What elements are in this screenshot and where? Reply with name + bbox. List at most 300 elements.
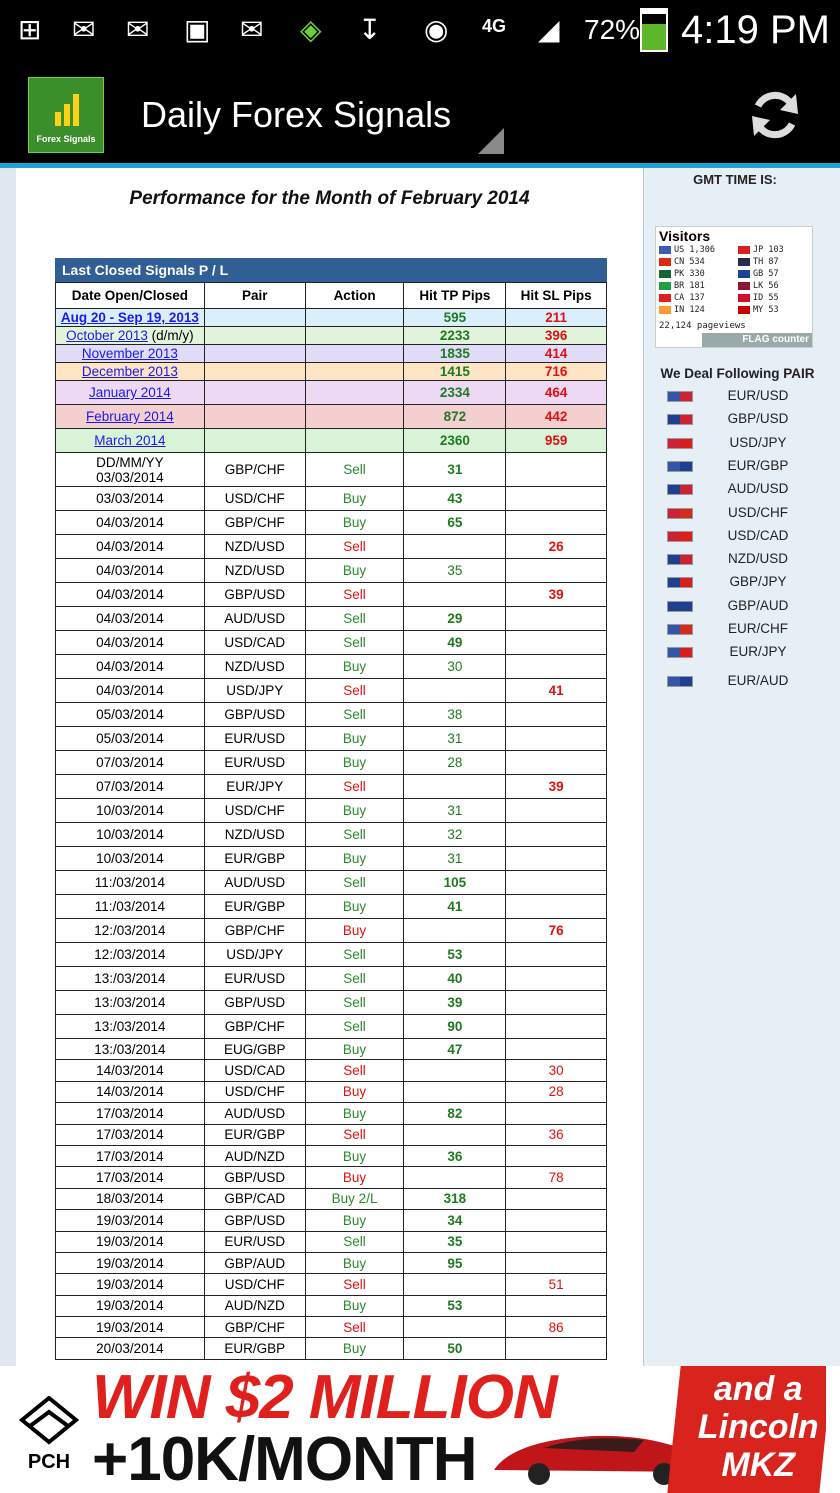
pair-cell: USD/CHF bbox=[204, 1274, 305, 1295]
action-cell: Sell bbox=[305, 943, 404, 967]
tp-cell bbox=[404, 535, 506, 559]
table-row bbox=[56, 703, 607, 727]
eye-icon: ◉ bbox=[424, 14, 449, 45]
sl-cell bbox=[506, 895, 607, 919]
pair-cell: EUR/USD bbox=[204, 1231, 305, 1252]
monthly-summary-row bbox=[56, 327, 607, 345]
sl-cell bbox=[506, 453, 607, 487]
country-count: 55 bbox=[768, 293, 779, 303]
date-cell: 10/03/2014 bbox=[56, 847, 205, 871]
currency-flags-icon bbox=[667, 601, 693, 612]
email-at-icon: ✉ bbox=[240, 14, 264, 45]
pair-cell: GBP/USD bbox=[204, 703, 305, 727]
action-cell: Buy bbox=[305, 655, 404, 679]
action-cell: Sell bbox=[305, 1274, 404, 1295]
action-cell bbox=[305, 309, 404, 327]
date-cell: 04/03/2014 bbox=[56, 535, 205, 559]
flag-counter-badge[interactable]: FLAG counter bbox=[702, 333, 812, 347]
col-header-pair: Pair bbox=[204, 283, 305, 309]
date-format-hint: DD/MM/YY bbox=[96, 454, 164, 470]
tp-cell: 35 bbox=[404, 559, 506, 583]
date-cell: 19/03/2014 bbox=[56, 1295, 205, 1316]
currency-flags-icon bbox=[667, 461, 693, 472]
date-cell: 17/03/2014 bbox=[56, 1124, 205, 1145]
action-cell: Buy bbox=[305, 799, 404, 823]
table-row bbox=[56, 679, 607, 703]
date-cell: 03/03/2014 bbox=[56, 487, 205, 511]
visitor-country-row bbox=[659, 245, 715, 255]
action-cell bbox=[305, 363, 404, 381]
tp-cell: 29 bbox=[404, 607, 506, 631]
sl-cell bbox=[506, 607, 607, 631]
country-count: 53 bbox=[768, 305, 779, 315]
tp-cell: 50 bbox=[404, 1338, 506, 1359]
pair-cell: USD/JPY bbox=[204, 679, 305, 703]
action-cell: Sell bbox=[305, 967, 404, 991]
overflow-menu-indicator[interactable] bbox=[478, 128, 504, 154]
tp-cell: 2360 bbox=[404, 429, 506, 453]
date-cell: 13:/03/2014 bbox=[56, 1039, 205, 1060]
action-cell: Buy bbox=[305, 1252, 404, 1273]
action-cell: Buy bbox=[305, 1295, 404, 1316]
action-cell: Sell bbox=[305, 1231, 404, 1252]
sidebar bbox=[645, 168, 840, 1366]
shield-icon: ◈ bbox=[300, 14, 322, 45]
currency-flags-icon bbox=[667, 624, 693, 635]
sl-cell: 76 bbox=[506, 919, 607, 943]
visitor-country-row bbox=[659, 269, 705, 279]
month-link[interactable]: December 2013 bbox=[81, 364, 178, 379]
tp-cell: 38 bbox=[404, 703, 506, 727]
country-count: 56 bbox=[768, 281, 779, 291]
sl-cell bbox=[506, 655, 607, 679]
pair-cell: EUR/USD bbox=[204, 751, 305, 775]
app-logo-label: Forex Signals bbox=[36, 134, 96, 144]
pair-cell: USD/CHF bbox=[204, 799, 305, 823]
col-header-tp: Hit TP Pips bbox=[404, 283, 506, 309]
action-cell bbox=[305, 405, 404, 429]
action-cell bbox=[305, 345, 404, 363]
currency-flags-icon bbox=[667, 554, 693, 565]
visitors-widget[interactable] bbox=[655, 226, 813, 348]
table-row bbox=[56, 1103, 607, 1124]
visitor-country-row bbox=[738, 293, 779, 303]
tp-cell bbox=[404, 775, 506, 799]
battery-icon bbox=[640, 8, 668, 52]
action-cell: Sell bbox=[305, 679, 404, 703]
pair-cell: GBP/CHF bbox=[204, 919, 305, 943]
pair-cell: GBP/CHF bbox=[204, 1317, 305, 1338]
tp-cell: 30 bbox=[404, 655, 506, 679]
pair-cell bbox=[204, 363, 305, 381]
action-cell: Buy bbox=[305, 1103, 404, 1124]
sl-cell: 30 bbox=[506, 1060, 607, 1081]
table-row bbox=[56, 799, 607, 823]
left-margin bbox=[0, 168, 16, 1366]
country-flag-icon bbox=[659, 294, 671, 302]
date-cell: 07/03/2014 bbox=[56, 751, 205, 775]
table-row bbox=[56, 847, 607, 871]
date-cell: 10/03/2014 bbox=[56, 823, 205, 847]
pair-name: AUD/USD bbox=[727, 481, 789, 497]
country-code: US bbox=[674, 245, 685, 255]
monthly-summary-row bbox=[56, 309, 607, 327]
date-cell: 05/03/2014 bbox=[56, 727, 205, 751]
mail-muted-icon: ✉ bbox=[126, 14, 150, 45]
col-header-sl: Hit SL Pips bbox=[506, 283, 607, 309]
action-cell: Buy bbox=[305, 559, 404, 583]
action-cell: Buy bbox=[305, 511, 404, 535]
app-logo[interactable] bbox=[28, 77, 104, 153]
table-row bbox=[56, 1231, 607, 1252]
action-cell: Sell bbox=[305, 703, 404, 727]
table-row bbox=[56, 511, 607, 535]
monthly-summary-row bbox=[56, 363, 607, 381]
date-cell: 11:/03/2014 bbox=[56, 895, 205, 919]
date-cell: 18/03/2014 bbox=[56, 1188, 205, 1209]
country-code: MY bbox=[753, 305, 764, 315]
tp-cell: 32 bbox=[404, 823, 506, 847]
month-link[interactable]: Aug 20 - Sep 19, 2013 bbox=[60, 310, 199, 325]
col-header-date: Date Open/Closed bbox=[56, 283, 205, 309]
sl-cell bbox=[506, 1252, 607, 1273]
country-code: JP bbox=[753, 245, 764, 255]
image-icon: ▣ bbox=[184, 14, 211, 45]
page-title: Performance for the Month of February 2014 bbox=[129, 188, 530, 209]
sl-cell bbox=[506, 847, 607, 871]
pair-cell bbox=[204, 345, 305, 363]
pair-cell: AUD/USD bbox=[204, 1103, 305, 1124]
tp-cell: 90 bbox=[404, 1015, 506, 1039]
country-code: PK bbox=[674, 269, 685, 279]
sl-cell bbox=[506, 823, 607, 847]
action-cell: Sell bbox=[305, 607, 404, 631]
monthly-summary-row bbox=[56, 429, 607, 453]
pair-cell bbox=[204, 429, 305, 453]
action-cell: Buy bbox=[305, 1210, 404, 1231]
tp-cell: 41 bbox=[404, 895, 506, 919]
table-row bbox=[56, 1145, 607, 1166]
pch-logo bbox=[18, 1396, 80, 1480]
table-row bbox=[56, 1081, 607, 1102]
sl-cell: 211 bbox=[506, 309, 607, 327]
month-link-cell[interactable] bbox=[56, 381, 205, 405]
date-cell: 11:/03/2014 bbox=[56, 871, 205, 895]
pair-name: EUR/JPY bbox=[729, 644, 787, 660]
table-row bbox=[56, 453, 607, 487]
clock: 4:19 PM bbox=[681, 8, 830, 52]
table-row bbox=[56, 631, 607, 655]
sl-cell: 51 bbox=[506, 1274, 607, 1295]
table-row bbox=[56, 751, 607, 775]
table-row bbox=[56, 487, 607, 511]
month-link[interactable]: February 2014 bbox=[85, 409, 174, 424]
pair-cell: GBP/USD bbox=[204, 583, 305, 607]
date-cell: 19/03/2014 bbox=[56, 1252, 205, 1273]
country-flag-icon bbox=[659, 282, 671, 290]
action-cell: Sell bbox=[305, 1015, 404, 1039]
pair-cell: USD/CHF bbox=[204, 1081, 305, 1102]
country-flag-icon bbox=[659, 246, 671, 254]
date-cell: 07/03/2014 bbox=[56, 775, 205, 799]
mail-icon: ✉ bbox=[72, 14, 96, 45]
pair-name: GBP/JPY bbox=[729, 574, 787, 590]
sl-cell bbox=[506, 1015, 607, 1039]
pair-name: USD/JPY bbox=[729, 434, 787, 450]
currency-flags-icon bbox=[667, 391, 693, 402]
date-value: 03/03/2014 bbox=[96, 469, 164, 485]
sl-cell: 464 bbox=[506, 381, 607, 405]
table-row bbox=[56, 1317, 607, 1338]
sl-cell: 36 bbox=[506, 1124, 607, 1145]
month-link-cell[interactable] bbox=[56, 345, 205, 363]
country-code: LK bbox=[753, 281, 764, 291]
ad-banner[interactable] bbox=[0, 1366, 840, 1493]
currency-flags-icon bbox=[667, 531, 693, 542]
currency-flags-icon bbox=[667, 676, 693, 687]
date-cell: 04/03/2014 bbox=[56, 511, 205, 535]
ad-prize-panel bbox=[667, 1366, 826, 1493]
sl-cell: 78 bbox=[506, 1167, 607, 1188]
table-row bbox=[56, 967, 607, 991]
pair-cell: GBP/AUD bbox=[204, 1252, 305, 1273]
date-cell: 20/03/2014 bbox=[56, 1338, 205, 1359]
tp-cell: 65 bbox=[404, 511, 506, 535]
date-cell: 19/03/2014 bbox=[56, 1231, 205, 1252]
action-cell: Sell bbox=[305, 1317, 404, 1338]
country-code: BR bbox=[674, 281, 685, 291]
visitor-country-row bbox=[738, 281, 779, 291]
pair-cell bbox=[204, 381, 305, 405]
tp-cell: 31 bbox=[404, 799, 506, 823]
country-count: 124 bbox=[689, 305, 705, 315]
date-cell: 19/03/2014 bbox=[56, 1274, 205, 1295]
pair-cell: USD/JPY bbox=[204, 943, 305, 967]
table-row bbox=[56, 1015, 607, 1039]
table-row bbox=[56, 559, 607, 583]
sl-cell bbox=[506, 991, 607, 1015]
visitor-country-row bbox=[738, 245, 784, 255]
sl-cell: 414 bbox=[506, 345, 607, 363]
signals-table bbox=[55, 282, 607, 1360]
pair-name: EUR/AUD bbox=[727, 673, 789, 688]
sl-cell: 39 bbox=[506, 583, 607, 607]
tp-cell bbox=[404, 583, 506, 607]
month-link-cell[interactable] bbox=[56, 405, 205, 429]
pair-cell: AUD/NZD bbox=[204, 1145, 305, 1166]
pair-cell: USD/CAD bbox=[204, 631, 305, 655]
tp-cell: 53 bbox=[404, 943, 506, 967]
table-caption: Last Closed Signals P / L bbox=[55, 258, 607, 282]
country-count: 57 bbox=[768, 269, 779, 279]
date-cell: 12:/03/2014 bbox=[56, 943, 205, 967]
sl-cell bbox=[506, 727, 607, 751]
tp-cell: 105 bbox=[404, 871, 506, 895]
action-bar bbox=[0, 60, 840, 168]
month-link-cell[interactable] bbox=[56, 363, 205, 381]
date-cell: 12:/03/2014 bbox=[56, 919, 205, 943]
date-cell bbox=[56, 453, 205, 487]
country-count: 181 bbox=[689, 281, 705, 291]
table-row bbox=[56, 1295, 607, 1316]
sl-cell bbox=[506, 1145, 607, 1166]
pair-cell: AUD/NZD bbox=[204, 1295, 305, 1316]
pair-cell: GBP/CAD bbox=[204, 1188, 305, 1209]
table-row bbox=[56, 583, 607, 607]
pageviews-count: 22,124 pageviews bbox=[659, 321, 746, 331]
pair-name: NZD/USD bbox=[728, 551, 788, 567]
sl-cell bbox=[506, 559, 607, 583]
network-type-label: 4G bbox=[482, 16, 507, 36]
action-cell: Buy bbox=[305, 1081, 404, 1102]
web-content bbox=[0, 168, 840, 1366]
sl-cell: 28 bbox=[506, 1081, 607, 1102]
pair-cell: AUD/USD bbox=[204, 607, 305, 631]
sl-cell bbox=[506, 1039, 607, 1060]
action-cell: Buy bbox=[305, 487, 404, 511]
pair-cell: EUR/USD bbox=[204, 727, 305, 751]
table-row bbox=[56, 655, 607, 679]
table-row bbox=[56, 943, 607, 967]
plus-notification-icon: ⊞ bbox=[18, 14, 42, 45]
sl-cell: 959 bbox=[506, 429, 607, 453]
table-row bbox=[56, 991, 607, 1015]
sl-cell bbox=[506, 1295, 607, 1316]
country-flag-icon bbox=[659, 258, 671, 266]
sl-cell bbox=[506, 799, 607, 823]
pair-cell: NZD/USD bbox=[204, 535, 305, 559]
month-link[interactable]: November 2013 bbox=[81, 346, 178, 361]
pair-cell: EUR/GBP bbox=[204, 1124, 305, 1145]
table-row bbox=[56, 1338, 607, 1359]
table-row bbox=[56, 775, 607, 799]
download-icon: ↧ bbox=[358, 14, 382, 45]
tp-cell: 595 bbox=[404, 309, 506, 327]
status-bar bbox=[0, 0, 840, 60]
tp-cell bbox=[404, 1081, 506, 1102]
visitor-country-row bbox=[659, 305, 705, 315]
tp-cell: 31 bbox=[404, 727, 506, 751]
country-flag-icon bbox=[659, 306, 671, 314]
country-count: 87 bbox=[768, 257, 779, 267]
sl-cell bbox=[506, 1103, 607, 1124]
refresh-icon[interactable] bbox=[746, 86, 804, 144]
action-cell: Buy bbox=[305, 727, 404, 751]
date-cell: 04/03/2014 bbox=[56, 607, 205, 631]
tp-cell: 31 bbox=[404, 453, 506, 487]
pair-cell: GBP/USD bbox=[204, 1167, 305, 1188]
tp-cell: 35 bbox=[404, 1231, 506, 1252]
pair-cell: GBP/CHF bbox=[204, 453, 305, 487]
date-cell: 04/03/2014 bbox=[56, 583, 205, 607]
action-cell bbox=[305, 327, 404, 345]
tp-cell: 95 bbox=[404, 1252, 506, 1273]
pair-cell: GBP/CHF bbox=[204, 511, 305, 535]
table-row bbox=[56, 727, 607, 751]
visitor-country-row bbox=[738, 257, 779, 267]
month-link[interactable]: October 2013 bbox=[66, 328, 148, 343]
tp-cell: 40 bbox=[404, 967, 506, 991]
action-cell: Sell bbox=[305, 583, 404, 607]
date-cell: 17/03/2014 bbox=[56, 1145, 205, 1166]
date-cell: 04/03/2014 bbox=[56, 655, 205, 679]
tp-cell: 82 bbox=[404, 1103, 506, 1124]
monthly-summary-row bbox=[56, 405, 607, 429]
table-row bbox=[56, 1188, 607, 1209]
tp-cell: 318 bbox=[404, 1188, 506, 1209]
month-link-cell[interactable] bbox=[56, 429, 205, 453]
month-link[interactable]: January 2014 bbox=[88, 385, 171, 400]
sl-cell bbox=[506, 871, 607, 895]
main-panel bbox=[16, 168, 644, 1366]
currency-flags-icon bbox=[667, 647, 693, 658]
pair-name: EUR/CHF bbox=[728, 621, 788, 636]
tp-cell: 47 bbox=[404, 1039, 506, 1060]
sl-cell bbox=[506, 967, 607, 991]
table-row bbox=[56, 1167, 607, 1188]
action-cell bbox=[305, 381, 404, 405]
tp-cell: 2334 bbox=[404, 381, 506, 405]
action-cell: Sell bbox=[305, 823, 404, 847]
signal-icon: ◢ bbox=[538, 14, 560, 45]
sl-cell bbox=[506, 1188, 607, 1209]
country-flag-icon bbox=[738, 282, 750, 290]
pair-cell: GBP/CHF bbox=[204, 1015, 305, 1039]
tp-cell: 2233 bbox=[404, 327, 506, 345]
country-code: CA bbox=[674, 293, 685, 303]
month-link[interactable]: March 2014 bbox=[94, 433, 166, 448]
action-cell: Buy bbox=[305, 1167, 404, 1188]
tp-cell: 43 bbox=[404, 487, 506, 511]
pair-name: EUR/GBP bbox=[727, 457, 789, 473]
month-link-cell[interactable] bbox=[56, 327, 205, 345]
visitor-country-row bbox=[659, 293, 705, 303]
currency-flags-icon bbox=[667, 508, 693, 519]
pair-cell: EUR/USD bbox=[204, 967, 305, 991]
action-cell: Buy 2/L bbox=[305, 1188, 404, 1209]
date-cell: 13:/03/2014 bbox=[56, 967, 205, 991]
country-flag-icon bbox=[738, 306, 750, 314]
action-cell: Sell bbox=[305, 631, 404, 655]
pair-cell: GBP/USD bbox=[204, 991, 305, 1015]
country-count: 1,306 bbox=[689, 245, 715, 255]
date-cell: 14/03/2014 bbox=[56, 1081, 205, 1102]
tp-cell bbox=[404, 1167, 506, 1188]
date-cell: 13:/03/2014 bbox=[56, 991, 205, 1015]
pairs-title: We Deal Following PAIR bbox=[660, 366, 815, 381]
action-cell: Buy bbox=[305, 919, 404, 943]
table-row bbox=[56, 823, 607, 847]
action-cell: Buy bbox=[305, 1338, 404, 1359]
country-code: IN bbox=[674, 305, 685, 315]
sl-cell: 396 bbox=[506, 327, 607, 345]
pch-brand: PCH bbox=[27, 1451, 71, 1473]
currency-flags-icon bbox=[667, 414, 693, 425]
pair-cell: NZD/USD bbox=[204, 655, 305, 679]
sl-cell bbox=[506, 703, 607, 727]
pair-cell: EUR/GBP bbox=[204, 895, 305, 919]
country-code: CN bbox=[674, 257, 685, 267]
visitor-country-row bbox=[659, 281, 705, 291]
action-cell: Buy bbox=[305, 895, 404, 919]
date-cell: 17/03/2014 bbox=[56, 1103, 205, 1124]
action-cell bbox=[305, 429, 404, 453]
envelope-icon bbox=[18, 1396, 80, 1446]
pair-name: USD/CAD bbox=[727, 527, 789, 543]
table-row bbox=[56, 1060, 607, 1081]
month-link-cell[interactable] bbox=[56, 309, 205, 327]
date-cell: 05/03/2014 bbox=[56, 703, 205, 727]
